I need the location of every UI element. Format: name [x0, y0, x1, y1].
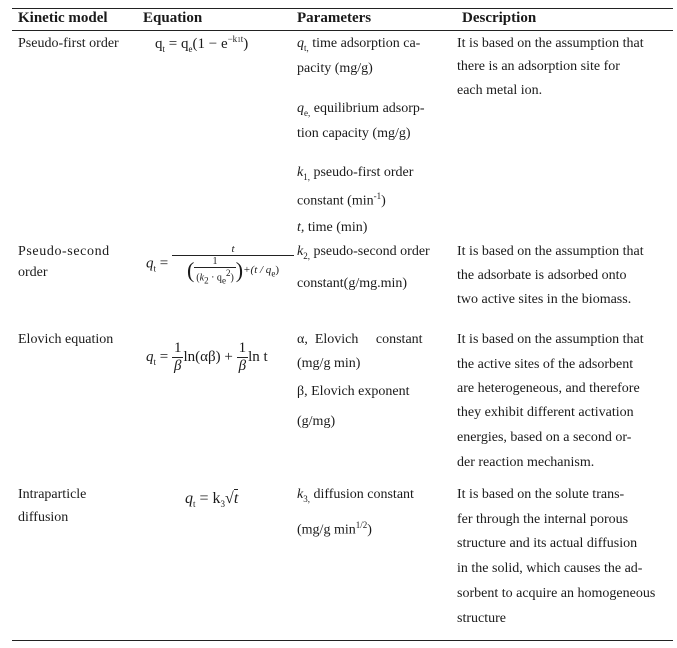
param-t: t, time (min) — [297, 220, 368, 235]
desc-row2-line3: two active sites in the biomass. — [457, 292, 632, 307]
equation-intraparticle: $q_t = k_3√t$ — [185, 490, 239, 510]
desc-row4-line5: sorbent to acquire an homogeneous — [457, 586, 656, 601]
model-intraparticle: Intraparticle — [18, 487, 87, 502]
desc-row1-line1: It is based on the assumption that — [457, 36, 644, 51]
param-qe: $q_{e,}$ equilibrium adsorp- — [297, 101, 425, 118]
param-k2-line2: constant(g/mg.min) — [297, 276, 408, 291]
desc-row4-line3: structure and its actual diffusion — [457, 536, 638, 551]
desc-row3-line5: energies, based on a second or- — [457, 430, 632, 445]
header-parameters: Parameters — [297, 10, 372, 26]
param-k1-line2: constant $(\min^{-1})$ — [297, 191, 386, 209]
param-alpha-line2: (mg/g min) — [297, 356, 361, 371]
param-beta: β, Elovich exponent — [297, 384, 410, 399]
desc-row3-line1: It is based on the assumption that — [457, 332, 644, 347]
model-pseudo-first-order: Pseudo-first order — [18, 36, 119, 51]
desc-row3-line2: the active sites of the adsorbent — [457, 357, 634, 372]
desc-row2-line1: It is based on the assumption that — [457, 244, 644, 259]
equation-pseudo-second-order: $q_t$ = t ( $\frac{1}{(k2 \cdot qe2)}$ )$+(t / q_e)$ — [146, 243, 294, 285]
param-k1: $k_{1,}$ pseudo-first order — [297, 165, 414, 182]
model-pseudo-second-order: Pseudo-second — [18, 244, 110, 259]
header-kinetic-model: Kinetic model — [18, 10, 108, 26]
header-equation: Equation — [143, 10, 203, 26]
param-k2: $k_{2,}$ pseudo-second order — [297, 244, 430, 261]
desc-row1-line2: there is an adsorption site for — [457, 59, 620, 74]
param-qt-line2: pacity (mg/g) — [297, 61, 373, 76]
header-rule — [12, 30, 673, 31]
equation-elovich: $q_t$ = $\frac{1}{\beta}$ ln(αβ) + $\frac{1}{\beta}$ ln t — [146, 340, 268, 374]
equation-pseudo-first-order: $q_t = q_e(1 - e^{-k1t})$ — [155, 34, 249, 54]
param-qe-line2: tion capacity (mg/g) — [297, 126, 411, 141]
desc-row1-line3: each metal ion. — [457, 83, 543, 98]
desc-row3-line3: are heterogeneous, and therefore — [457, 381, 640, 396]
model-pseudo-second-order-line2: order — [18, 265, 48, 280]
model-elovich: Elovich equation — [18, 332, 114, 347]
bottom-rule — [12, 640, 673, 641]
header-description: Description — [462, 10, 537, 26]
param-beta-line2: (g/mg) — [297, 414, 336, 429]
desc-row3-line6: der reaction mechanism. — [457, 455, 595, 470]
desc-row3-line4: they exhibit different activation — [457, 405, 634, 420]
model-intraparticle-line2: diffusion — [18, 510, 69, 525]
desc-row4-line4: in the solid, which causes the ad- — [457, 561, 643, 576]
param-k3: $k_{3,}$ diffusion constant — [297, 487, 414, 504]
desc-row4-line6: structure — [457, 611, 506, 626]
param-alpha: α, Elovich constant — [297, 332, 423, 347]
param-k3-line2: (mg/g $\min^{1/2}$) — [297, 520, 372, 538]
param-qt: $q_{t,}$ time adsorption ca- — [297, 36, 421, 53]
desc-row2-line2: the adsorbate is adsorbed onto — [457, 268, 627, 283]
desc-row4-line2: fer through the internal porous — [457, 512, 629, 527]
desc-row4-line1: It is based on the solute trans- — [457, 487, 625, 502]
